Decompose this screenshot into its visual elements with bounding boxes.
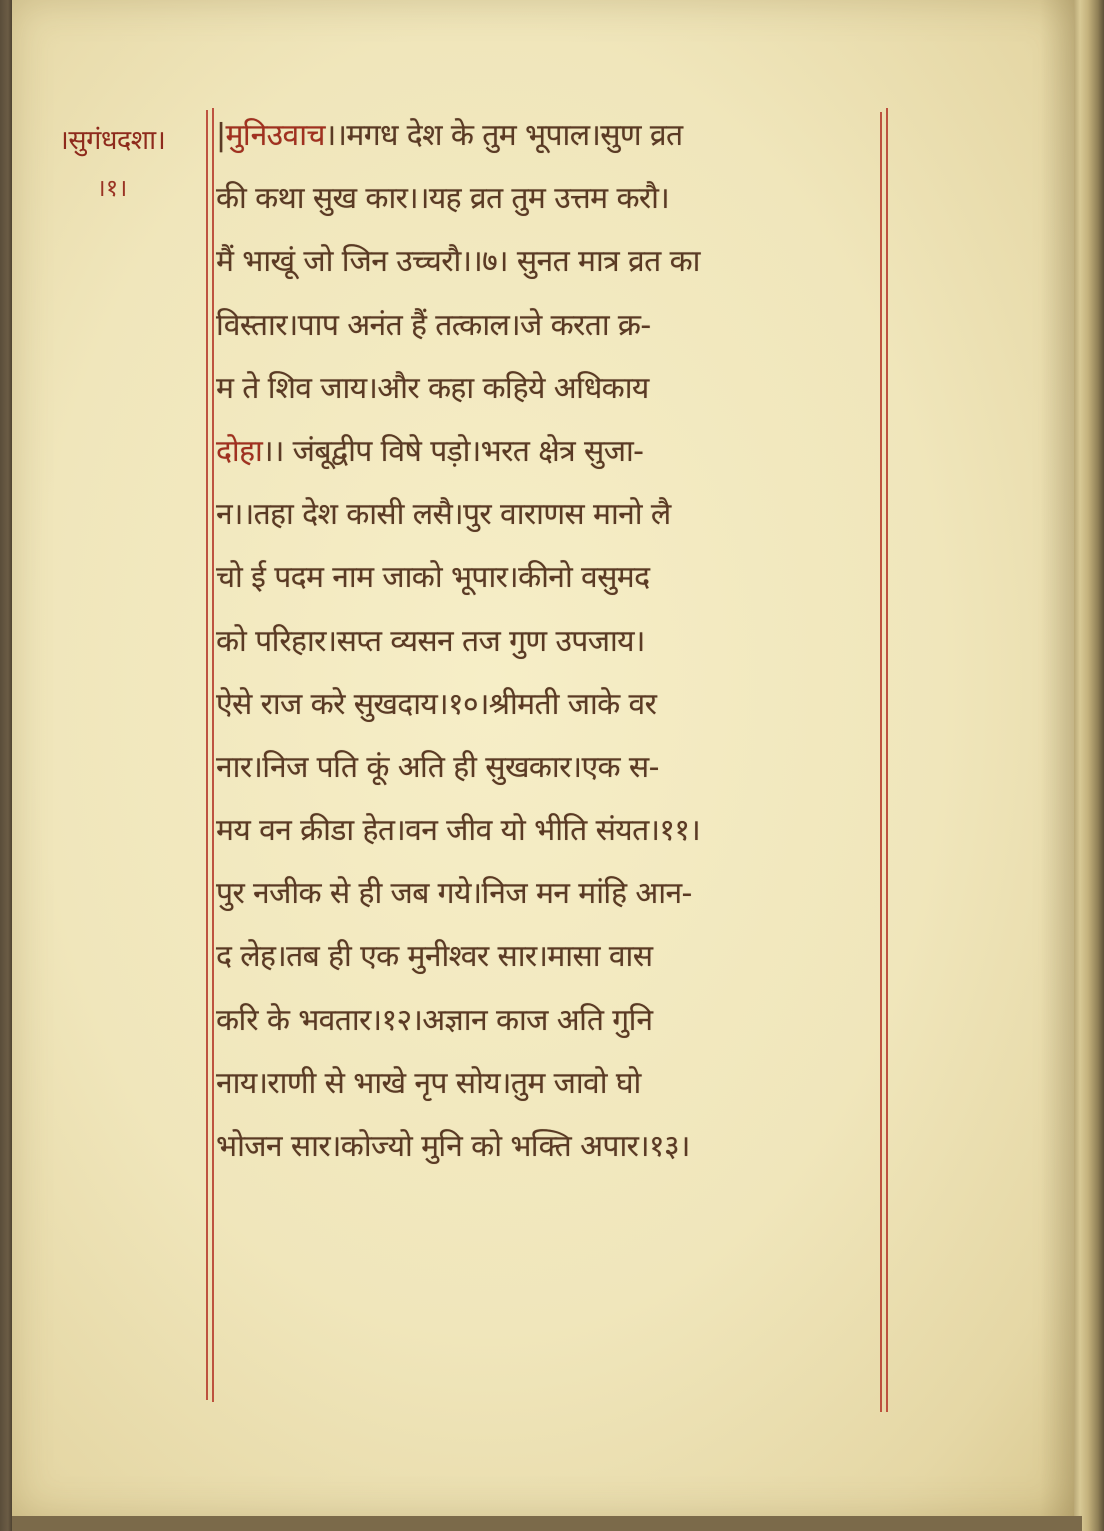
line-prefix-mark: | <box>216 118 226 153</box>
book-binding-edge <box>1074 0 1104 1531</box>
line-text: द लेह।तब ही एक मुनीश्वर सार।मासा वास <box>216 939 653 975</box>
manuscript-line <box>216 989 888 1052</box>
line-text: भोजन सार।कोज्यो मुनि को भक्ति अपार।१३। <box>216 1129 690 1164</box>
manuscript-line <box>216 357 888 420</box>
line-text: मैं भाखूं जो जिन उच्चरौ।।७। सुनत मात्र व्रत का <box>216 244 700 280</box>
line-text: मय वन क्रीडा हेत।वन जीव यो भीति संयत।११। <box>216 813 701 849</box>
left-margin-rule-inner <box>212 108 214 1402</box>
rubric-text: मुनिउवाच <box>225 118 325 153</box>
manuscript-line <box>216 167 888 230</box>
manuscript-line <box>216 230 888 293</box>
manuscript-line <box>216 925 888 988</box>
manuscript-line <box>216 862 888 925</box>
manuscript-line <box>216 673 888 736</box>
manuscript-line <box>216 546 888 609</box>
page-gutter-shadow <box>1040 0 1074 1518</box>
line-text: न।।तहा देश कासी लसै।पुर वाराणस मानो लै <box>216 497 671 533</box>
line-text: को परिहार।सप्त व्यसन तज गुण उपजाय। <box>216 623 645 659</box>
manuscript-line <box>216 610 888 673</box>
folio-number: ।१। <box>96 174 128 202</box>
manuscript-line <box>216 104 888 167</box>
line-text: ।।मगध देश के तुम भूपाल।सुण व्रत <box>324 118 683 153</box>
manuscript-line <box>216 420 888 483</box>
margin-heading <box>22 120 202 204</box>
manuscript-line <box>216 799 888 862</box>
margin-title: ।सुगंधदशा। <box>58 125 166 156</box>
line-text: म ते शिव जाय।और कहा कहिये अधिकाय <box>216 370 649 406</box>
manuscript-line <box>216 294 888 357</box>
line-text: की कथा सुख कार।।यह व्रत तुम उत्तम करौ। <box>216 181 670 217</box>
line-text: चो ई पदम नाम जाको भूपार।कीनो वसुमद <box>216 560 650 596</box>
manuscript-line <box>216 1052 888 1115</box>
line-text: ।। जंबूद्वीप विषे पड़ो।भरत क्षेत्र सुजा- <box>262 433 644 469</box>
line-text: करि के भवतार।१२।अज्ञान काज अति गुनि <box>216 1002 653 1038</box>
left-margin-rule <box>206 110 208 1400</box>
line-text: ऐसे राज करे सुखदाय।१०।श्रीमती जाके वर <box>216 686 657 722</box>
line-text: पुर नजीक से ही जब गये।निज मन मांहि आन- <box>216 876 692 912</box>
page-bottom-edge <box>12 1516 1082 1531</box>
manuscript-line <box>216 736 888 799</box>
manuscript-text <box>216 104 888 1178</box>
line-text: नार।निज पति कूं अति ही सुखकार।एक स- <box>216 749 659 785</box>
line-text: विस्तार।पाप अनंत हैं तत्काल।जे करता क्र- <box>216 307 651 343</box>
line-text: नाय।राणी से भाखे नृप सोय।तुम जावो घो <box>216 1065 641 1101</box>
rubric-text: दोहा <box>216 433 263 469</box>
manuscript-line <box>216 483 888 546</box>
manuscript-line <box>216 1115 888 1178</box>
